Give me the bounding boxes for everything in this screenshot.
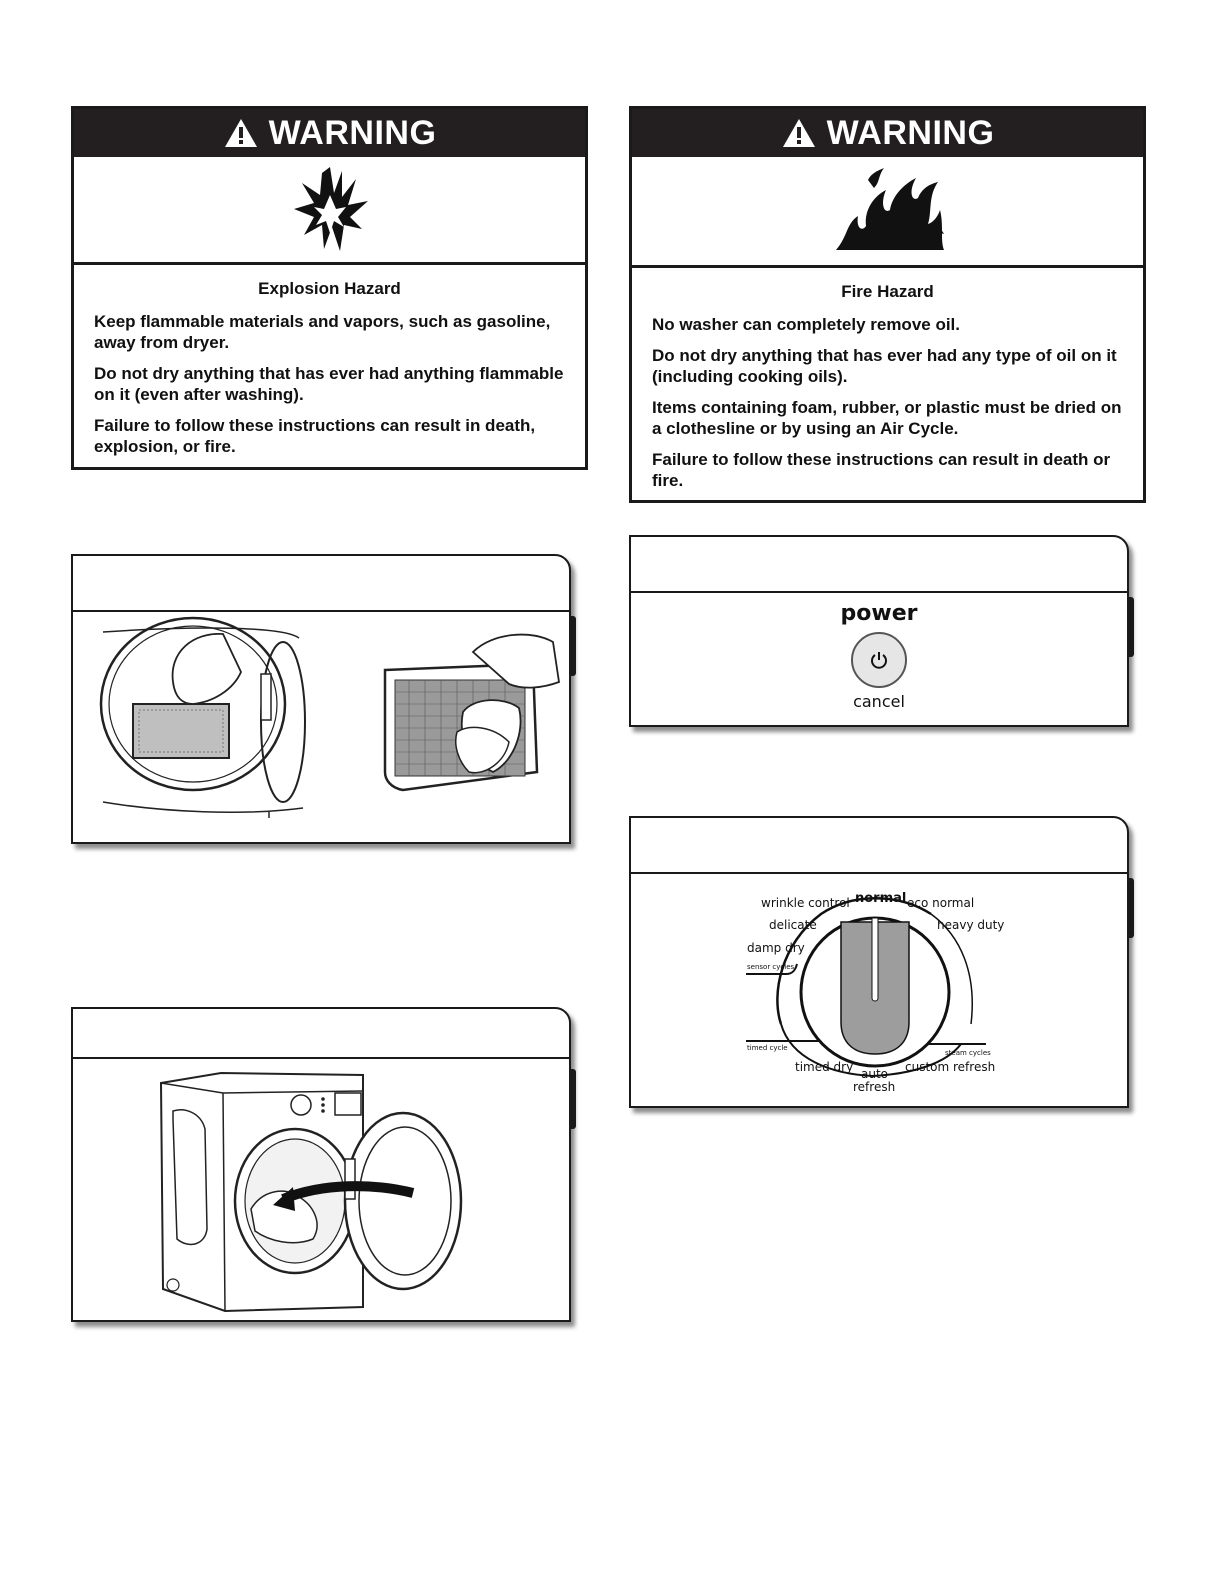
- dial-label-refresh: refresh: [853, 1080, 896, 1094]
- explosion-icon: [74, 157, 585, 265]
- panel-header: [73, 556, 569, 612]
- dial-label-sensor-cycles: sensor cycles: [747, 963, 795, 971]
- dial-label-delicate: delicate: [769, 918, 817, 932]
- dial-label-damp-dry: damp dry: [747, 941, 805, 955]
- fire-icon: [632, 157, 1143, 268]
- dial-label-heavy-duty: heavy duty: [937, 918, 1005, 932]
- power-panel: [629, 535, 1129, 727]
- hazard-text: Items containing foam, rubber, or plastic must be dried on a clothesline or by using an Air Cycle.: [652, 398, 1122, 438]
- lint-screen-illustration: [73, 612, 569, 842]
- cycle-selector-dial: [631, 874, 1127, 1108]
- dial-label-normal: normal: [855, 891, 907, 906]
- panel-tab: [1128, 878, 1134, 938]
- hazard-text: No washer can completely remove oil.: [652, 315, 961, 334]
- hazard-text: Failure to follow these instructions can result in death, explosion, or fire.: [94, 416, 536, 456]
- alert-triangle-icon: [781, 117, 817, 149]
- hazard-title: Fire Hazard: [841, 282, 934, 301]
- power-control: [631, 601, 1127, 711]
- load-dryer-panel: [71, 1007, 571, 1322]
- lint-screen-panel: [71, 554, 571, 844]
- dial-label-auto: auto: [861, 1067, 889, 1081]
- dial-label-timed-dry: timed dry: [795, 1060, 854, 1074]
- dial-label-steam-cycles: steam cycles: [945, 1049, 991, 1057]
- hazard-text: Do not dry anything that has ever had anything flammable on it (even after washing).: [94, 364, 564, 404]
- panel-header: [631, 537, 1127, 593]
- warning-box-explosion: [71, 106, 588, 470]
- panel-header: [631, 818, 1127, 874]
- panel-header: [73, 1009, 569, 1059]
- warning-header-text: WARNING: [268, 113, 437, 152]
- alert-triangle-icon: [223, 117, 259, 149]
- warning-header: [632, 109, 1143, 157]
- cycle-dial-panel: [629, 816, 1129, 1108]
- warning-box-fire: [629, 106, 1146, 503]
- dial-label-eco-normal: eco normal: [907, 896, 975, 910]
- dial-label-custom-refresh: custom refresh: [905, 1060, 996, 1074]
- power-icon: [868, 649, 890, 671]
- dial-label-timed-cycle: timed cycle: [747, 1044, 788, 1052]
- warning-header: [74, 109, 585, 157]
- power-label: power: [840, 601, 918, 626]
- hazard-title: Explosion Hazard: [258, 279, 401, 298]
- dial-label-wrinkle-control: wrinkle control: [761, 896, 850, 910]
- hazard-text: Keep flammable materials and vapors, such as gasoline, away from dryer.: [94, 312, 551, 352]
- panel-tab: [570, 616, 576, 676]
- panel-tab: [570, 1069, 576, 1129]
- cancel-label: cancel: [853, 692, 905, 711]
- load-dryer-illustration: [73, 1059, 569, 1319]
- warning-header-text: WARNING: [826, 113, 995, 152]
- hazard-text: Do not dry anything that has ever had any type of oil on it (including cooking oils).: [652, 346, 1117, 386]
- panel-tab: [1128, 597, 1134, 657]
- power-button[interactable]: [851, 632, 907, 688]
- hazard-text: Failure to follow these instructions can result in death or fire.: [652, 450, 1111, 490]
